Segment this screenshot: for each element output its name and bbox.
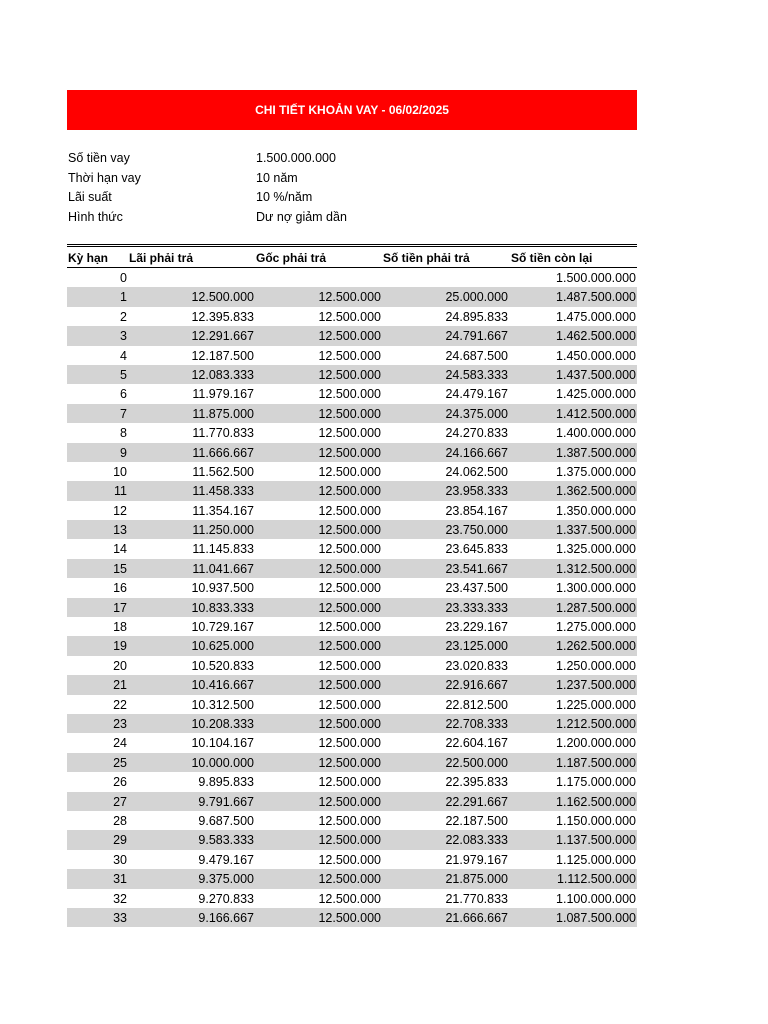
cell-payment: 23.437.500 [445,581,508,596]
cell-balance: 1.375.000.000 [556,464,636,479]
cell-balance: 1.225.000.000 [556,697,636,712]
cell-interest: 9.479.167 [198,852,254,867]
cell-period: 11 [114,484,127,499]
cell-principal: 12.500.000 [318,794,381,809]
table-row [67,869,637,888]
table-row [67,908,637,927]
table-row [67,598,637,617]
cell-principal: 12.500.000 [318,872,381,887]
cell-principal: 12.500.000 [318,542,381,557]
cell-period: 25 [113,755,127,770]
table-row [67,850,637,869]
cell-payment: 23.958.333 [445,484,508,499]
cell-payment: 22.083.333 [445,833,508,848]
cell-payment: 24.583.333 [445,367,508,382]
cell-period: 22 [113,697,127,712]
table-row [67,617,637,636]
cell-principal: 12.500.000 [318,678,381,693]
cell-interest: 11.354.167 [192,503,254,518]
cell-principal: 12.500.000 [318,387,381,402]
cell-principal: 12.500.000 [318,600,381,615]
info-row-method [67,208,637,228]
cell-payment: 24.479.167 [445,387,508,402]
cell-balance: 1.212.500.000 [556,716,636,731]
cell-balance: 1.425.000.000 [556,387,636,402]
cell-balance: 1.250.000.000 [556,658,636,673]
cell-principal: 12.500.000 [318,503,381,518]
page-title: CHI TIẾT KHOẢN VAY - 06/02/2025 [255,103,449,117]
cell-payment: 21.666.667 [445,910,508,925]
cell-payment: 24.791.667 [445,329,508,344]
cell-principal: 12.500.000 [318,290,381,305]
table-row [67,501,637,520]
cell-period: 30 [113,852,127,867]
cell-period: 12 [113,503,127,518]
cell-payment: 22.291.667 [445,794,508,809]
info-row-amount [67,149,637,169]
cell-interest: 11.770.833 [192,426,254,441]
cell-interest: 11.250.000 [192,523,254,538]
cell-balance: 1.312.500.000 [556,561,636,576]
cell-period: 31 [113,872,127,887]
cell-principal: 12.500.000 [318,348,381,363]
cell-interest: 12.083.333 [191,367,254,382]
cell-interest: 11.562.500 [192,464,254,479]
info-value: Dư nợ giảm dần [256,209,347,224]
info-label: Lãi suất [68,190,112,204]
cell-interest: 10.000.000 [191,755,254,770]
cell-period: 7 [120,406,127,421]
cell-interest: 11.875.000 [192,406,254,421]
cell-payment: 25.000.000 [445,290,508,305]
cell-balance: 1.300.000.000 [556,581,636,596]
table-row [67,365,637,384]
table-body [67,268,637,927]
cell-principal: 12.500.000 [318,852,381,867]
cell-period: 21 [113,678,127,693]
table-row [67,675,637,694]
cell-principal: 12.500.000 [318,775,381,790]
cell-interest: 10.520.833 [191,658,254,673]
cell-payment: 22.916.667 [445,678,508,693]
cell-principal: 12.500.000 [318,523,381,538]
table-row [67,520,637,539]
column-header-period: Kỳ hạn [68,251,109,265]
cell-principal: 12.500.000 [318,891,381,906]
cell-payment: 23.020.833 [445,658,508,673]
cell-balance: 1.437.500.000 [556,367,636,382]
cell-payment: 22.500.000 [445,755,508,770]
cell-payment: 23.229.167 [445,620,508,635]
info-row-term [67,169,637,189]
cell-interest: 11.979.167 [192,387,254,402]
cell-period: 17 [113,600,127,615]
cell-interest: 12.187.500 [191,348,254,363]
cell-principal: 12.500.000 [318,716,381,731]
cell-balance: 1.187.500.000 [556,755,636,770]
cell-period: 20 [113,658,127,673]
cell-interest: 10.729.167 [191,620,254,635]
cell-period: 5 [120,367,127,382]
cell-interest: 11.666.667 [192,445,254,460]
info-value: 10 năm [256,170,298,185]
cell-balance: 1.500.000.000 [556,271,636,285]
cell-balance: 1.125.000.000 [556,852,636,867]
cell-payment: 23.645.833 [445,542,508,557]
cell-interest: 9.166.667 [198,910,254,925]
cell-period: 9 [120,445,127,460]
cell-principal: 12.500.000 [318,755,381,770]
cell-interest: 10.416.667 [191,678,254,693]
cell-period: 23 [113,716,127,731]
cell-period: 29 [113,833,127,848]
cell-principal: 12.500.000 [318,697,381,712]
cell-interest: 10.104.167 [191,736,254,751]
cell-balance: 1.262.500.000 [556,639,636,654]
table-row [67,559,637,578]
cell-balance: 1.400.000.000 [556,426,636,441]
cell-balance: 1.487.500.000 [556,290,636,305]
cell-balance: 1.450.000.000 [556,348,636,363]
cell-balance: 1.462.500.000 [556,329,636,344]
cell-balance: 1.275.000.000 [556,620,636,635]
table-row [67,753,637,772]
table-row [67,733,637,752]
cell-balance: 1.287.500.000 [556,600,636,615]
info-label: Số tiền vay [68,151,130,165]
cell-principal: 12.500.000 [318,464,381,479]
payment-schedule-table [67,244,637,927]
page-title-banner [67,90,637,130]
cell-balance: 1.337.500.000 [556,523,636,538]
cell-payment: 23.854.167 [445,503,508,518]
cell-balance: 1.362.500.000 [556,484,636,499]
cell-payment: 22.812.500 [445,697,508,712]
column-header-balance: Số tiền còn lại [511,251,593,265]
cell-interest: 12.395.833 [191,309,254,324]
cell-interest: 10.937.500 [191,581,254,596]
cell-balance: 1.475.000.000 [556,309,636,324]
table-row [67,636,637,655]
cell-payment: 23.750.000 [445,523,508,538]
cell-balance: 1.387.500.000 [556,445,636,460]
info-value: 1.500.000.000 [256,151,336,165]
table-row [67,384,637,403]
table-row [67,462,637,481]
cell-period: 26 [113,775,127,790]
cell-balance: 1.237.500.000 [556,678,636,693]
table-row [67,287,637,306]
cell-interest: 9.270.833 [198,891,254,906]
cell-payment: 23.541.667 [445,561,508,576]
cell-principal: 12.500.000 [318,620,381,635]
table-row [67,481,637,500]
cell-period: 16 [113,581,127,596]
cell-balance: 1.137.500.000 [556,833,636,848]
info-row-rate [67,188,637,208]
cell-principal: 12.500.000 [318,561,381,576]
cell-interest: 9.791.667 [198,794,254,809]
cell-payment: 22.708.333 [445,716,508,731]
info-value: 10 %/năm [256,190,313,204]
cell-principal: 12.500.000 [318,445,381,460]
cell-interest: 9.375.000 [198,872,254,887]
info-label: Thời hạn vay [68,170,141,185]
cell-principal: 12.500.000 [318,736,381,751]
table-row [67,539,637,558]
cell-principal: 12.500.000 [318,813,381,828]
cell-balance: 1.087.500.000 [556,910,636,925]
cell-period: 32 [113,891,127,906]
cell-payment: 24.895.833 [445,309,508,324]
cell-principal: 12.500.000 [318,367,381,382]
cell-period: 33 [113,910,127,925]
table-row [67,307,637,326]
cell-balance: 1.412.500.000 [556,406,636,421]
cell-payment: 24.062.500 [445,464,508,479]
cell-period: 4 [120,348,127,363]
cell-payment: 24.270.833 [445,426,508,441]
cell-interest: 12.291.667 [191,329,254,344]
cell-principal: 12.500.000 [318,406,381,421]
cell-period: 8 [120,426,127,441]
header-top-rule [67,244,637,245]
table-row [67,830,637,849]
cell-interest: 11.145.833 [192,542,254,557]
cell-period: 15 [113,561,127,576]
table-row [67,792,637,811]
cell-principal: 12.500.000 [318,833,381,848]
cell-period: 3 [120,329,127,344]
table-row [67,578,637,597]
table-row [67,889,637,908]
cell-period: 24 [113,736,127,751]
cell-period: 6 [120,387,127,402]
cell-interest: 9.687.500 [198,813,254,828]
cell-payment: 21.770.833 [445,891,508,906]
cell-payment: 22.187.500 [445,813,508,828]
cell-period: 28 [113,813,127,828]
cell-interest: 9.583.333 [198,833,254,848]
table-row [67,811,637,830]
cell-principal: 12.500.000 [318,329,381,344]
cell-balance: 1.100.000.000 [556,891,636,906]
cell-period: 18 [113,620,127,635]
table-row [67,326,637,345]
cell-balance: 1.200.000.000 [556,736,636,751]
cell-principal: 12.500.000 [318,309,381,324]
cell-principal: 12.500.000 [318,639,381,654]
cell-payment: 24.687.500 [445,348,508,363]
table-row [67,656,637,675]
cell-payment: 22.604.167 [445,736,508,751]
cell-interest: 10.208.333 [191,716,254,731]
cell-period: 19 [113,639,127,654]
cell-interest: 10.312.500 [191,697,254,712]
table-row [67,268,637,287]
cell-payment: 21.875.000 [445,872,508,887]
cell-interest: 11.458.333 [192,484,254,499]
table-row [67,443,637,462]
table-row [67,346,637,365]
column-header-principal: Gốc phải trả [256,251,327,265]
column-header-payment: Số tiền phải trả [383,251,470,265]
cell-principal: 12.500.000 [318,581,381,596]
cell-principal: 12.500.000 [318,484,381,499]
cell-balance: 1.112.500.000 [556,872,636,887]
cell-period: 10 [113,464,127,479]
table-row [67,772,637,791]
cell-period: 13 [113,523,127,538]
cell-principal: 12.500.000 [318,658,381,673]
loan-info [67,149,637,227]
cell-interest: 12.500.000 [191,290,254,305]
cell-period: 14 [113,542,127,557]
cell-period: 27 [113,794,127,809]
cell-balance: 1.350.000.000 [556,503,636,518]
cell-interest: 10.625.000 [191,639,254,654]
cell-period: 1 [120,290,127,305]
cell-period: 0 [120,271,127,285]
cell-principal: 12.500.000 [318,910,381,925]
table-row [67,695,637,714]
cell-balance: 1.150.000.000 [556,813,636,828]
cell-period: 2 [120,309,127,324]
cell-balance: 1.162.500.000 [556,794,636,809]
cell-payment: 22.395.833 [445,775,508,790]
cell-interest: 11.041.667 [192,561,254,576]
cell-payment: 23.333.333 [445,600,508,615]
cell-payment: 21.979.167 [445,852,508,867]
column-header-interest: Lãi phải trả [129,251,194,265]
cell-interest: 10.833.333 [191,600,254,615]
cell-interest: 9.895.833 [198,775,254,790]
table-row [67,404,637,423]
cell-balance: 1.175.000.000 [556,775,636,790]
cell-payment: 24.166.667 [445,445,508,460]
table-header [67,247,637,267]
cell-payment: 23.125.000 [445,639,508,654]
info-label: Hình thức [68,209,123,224]
table-row [67,714,637,733]
cell-balance: 1.325.000.000 [556,542,636,557]
cell-payment: 24.375.000 [445,406,508,421]
table-row [67,423,637,442]
cell-principal: 12.500.000 [318,426,381,441]
